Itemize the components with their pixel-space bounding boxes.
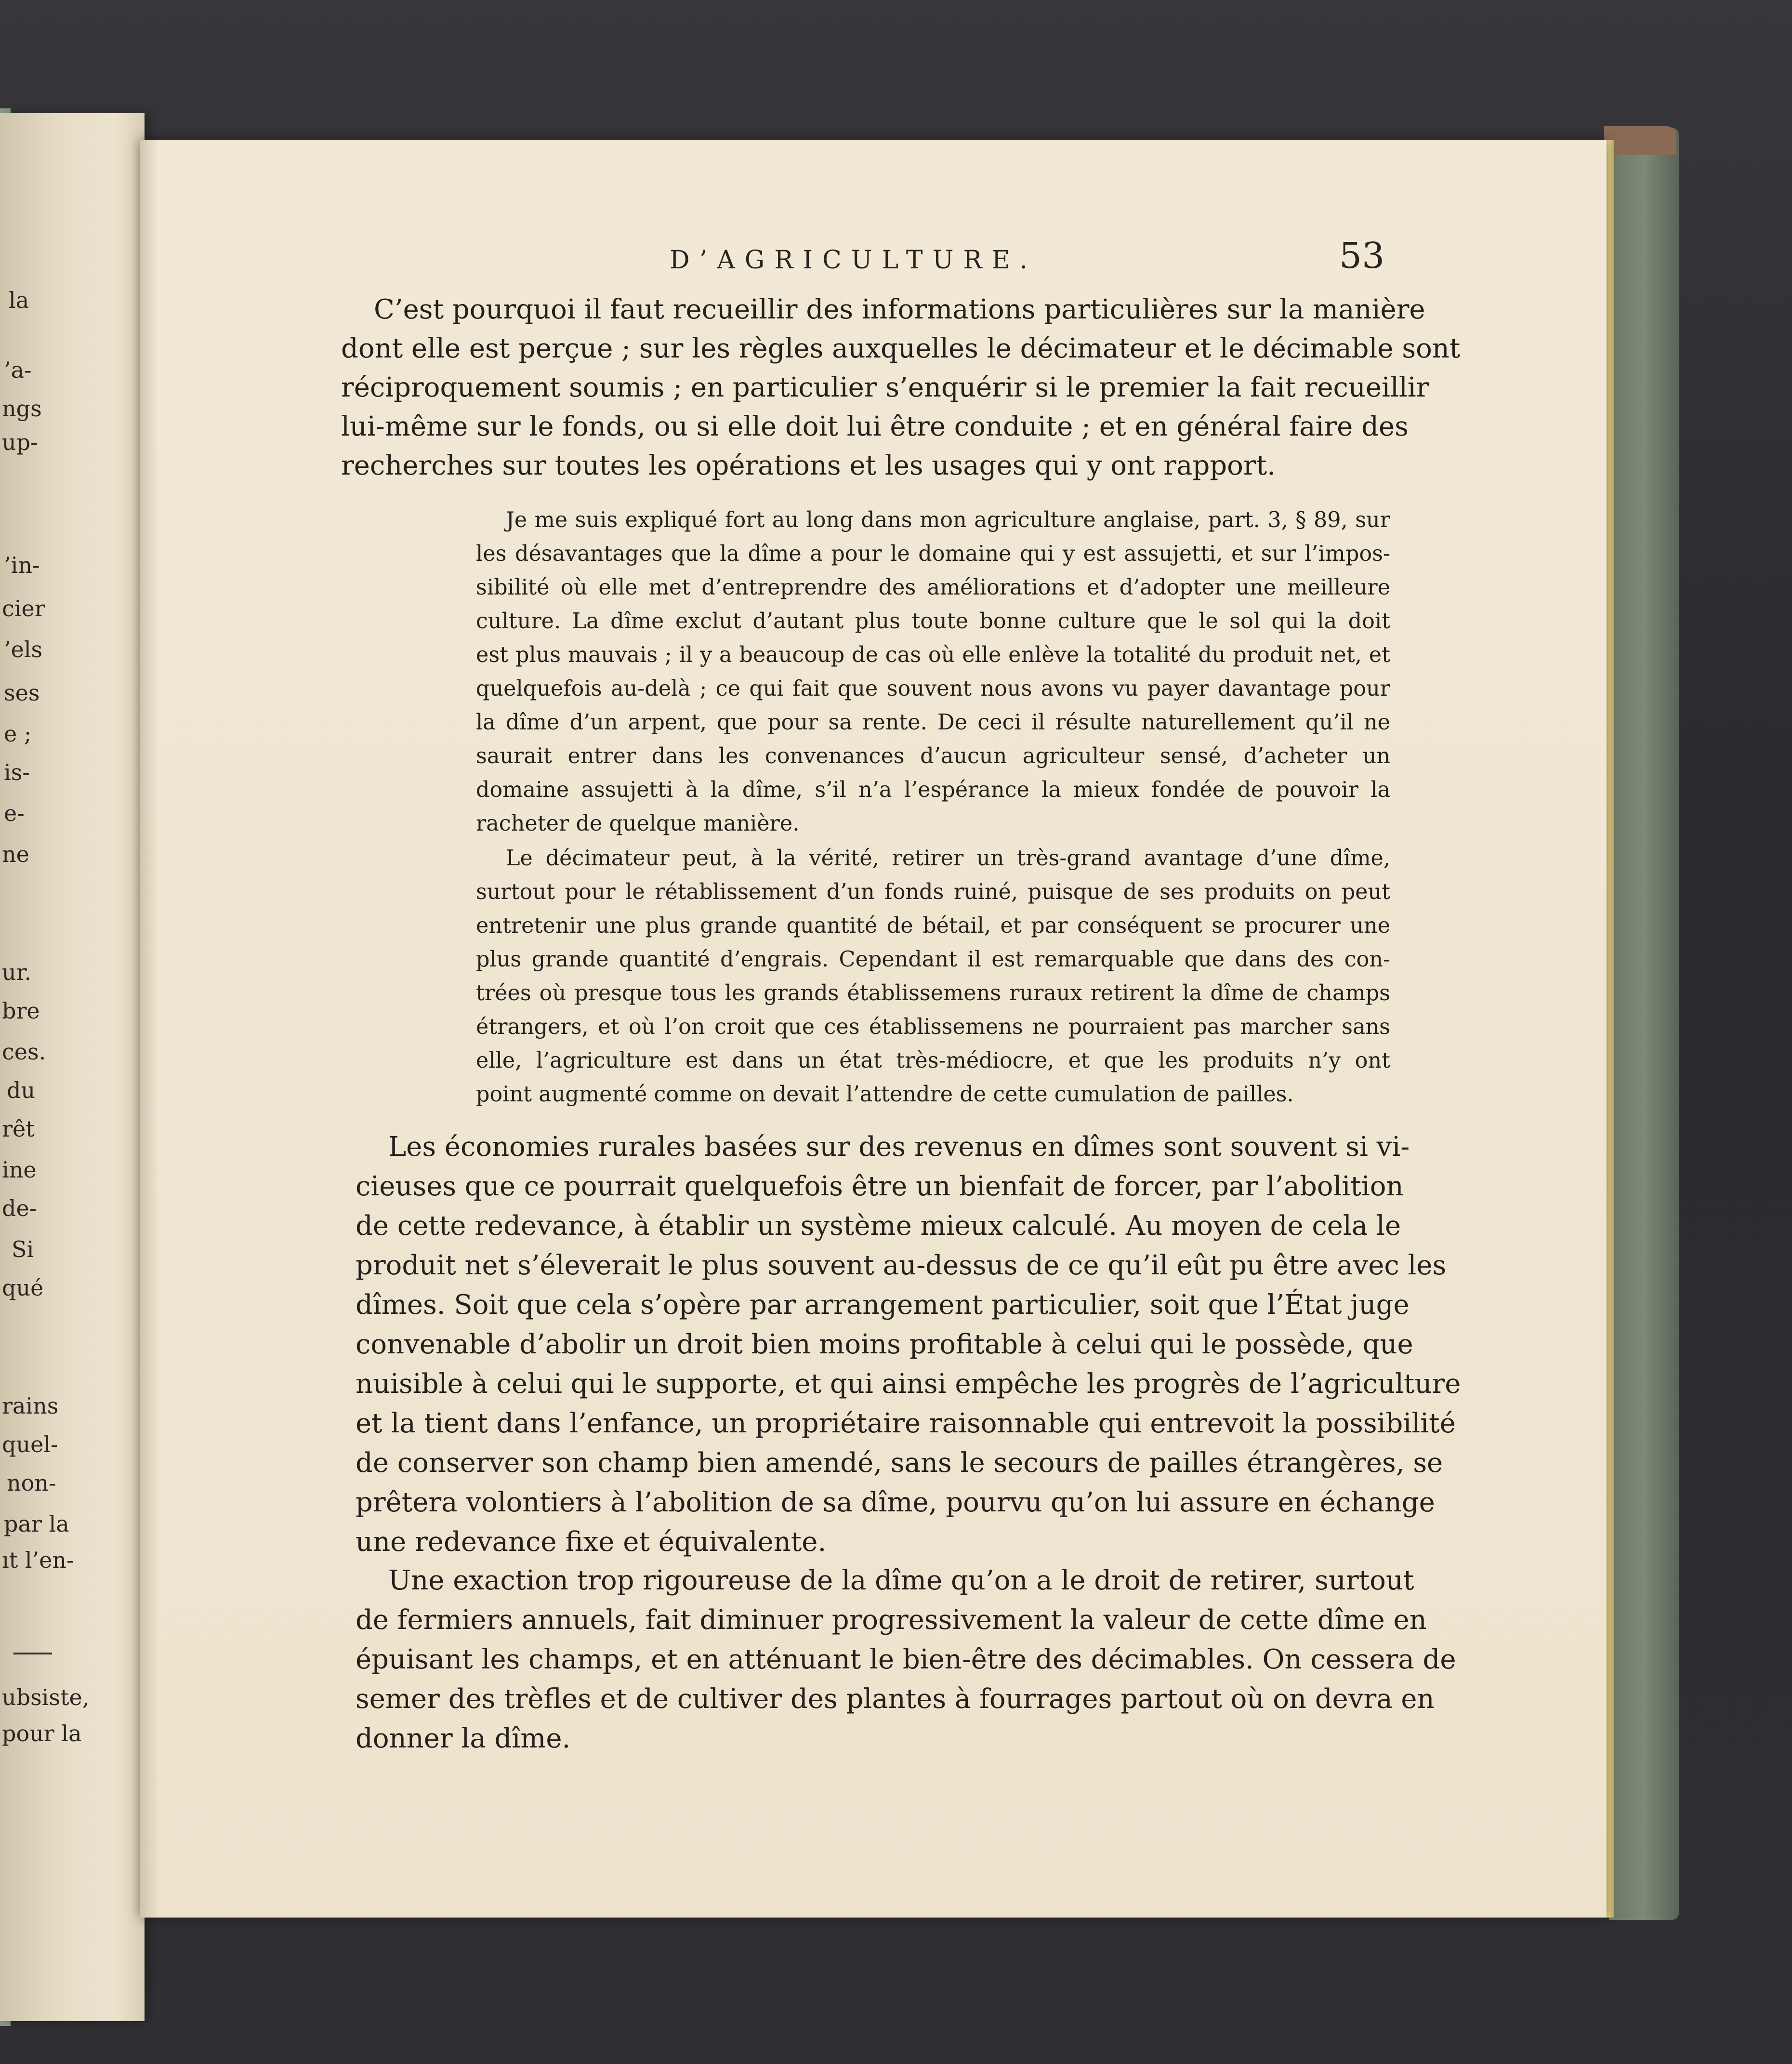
text-line: donner la dîme. [356, 1723, 571, 1754]
text-line: entretenir une plus grande quantité de bétail, et par conséquent se procurer une [476, 913, 1390, 938]
text-line: trées où presque tous les grands établissemens ruraux retirent la dîme de champs [476, 981, 1390, 1006]
book-cover [1609, 128, 1679, 1920]
left-page-text-fragment: ine [2, 1157, 37, 1183]
text-line: la dîme d’un arpent, que pour sa rente. De ceci il résulte naturellement qu’il ne [476, 710, 1390, 735]
text-line: Le décimateur peut, à la vérité, retirer un très-grand avantage d’une dîme, [506, 846, 1390, 871]
text-line: nuisible à celui qui le supporte, et qui ainsi empêche les progrès de l’agriculture [356, 1368, 1461, 1400]
text-line: point augmenté comme on devait l’attendre de cette cumulation de pailles. [476, 1082, 1294, 1107]
text-line: les désavantages que la dîme a pour le domaine qui y est assujetti, et sur l’impos- [476, 542, 1390, 566]
text-line: de fermiers annuels, fait diminuer progressivement la valeur de cette dîme en [356, 1604, 1427, 1636]
text-line: culture. La dîme exclut d’autant plus toute bonne culture que le sol qui la doit [476, 609, 1390, 634]
text-line: Les économies rurales basées sur des revenus en dîmes sont souvent si vi- [388, 1131, 1410, 1163]
page-gutter-shadow [140, 140, 159, 1918]
text-line: saurait entrer dans les convenances d’aucun agriculteur sensé, d’acheter un [476, 744, 1390, 768]
text-line: lui-même sur le fonds, ou si elle doit lui être conduite ; et en général faire des [341, 411, 1409, 442]
left-page-text-fragment: de- [2, 1195, 37, 1221]
left-page-text-fragment: ses [4, 680, 40, 706]
text-line: domaine assujetti à la dîme, s’il n’a l’espérance la mieux fondée de pouvoir la [476, 778, 1390, 802]
text-line: racheter de quelque manière. [476, 811, 800, 836]
left-page-text-fragment: Si [12, 1236, 34, 1262]
text-line: prêtera volontiers à l’abolition de sa dîme, pourvu qu’on lui assure en échange [356, 1487, 1435, 1518]
text-line: recherches sur toutes les opérations et les usages qui y ont rapport. [341, 450, 1276, 481]
text-line: est plus mauvais ; il y a beaucoup de cas où elle enlève la totalité du produit net, et [476, 643, 1390, 667]
text-line: de conserver son champ bien amendé, sans le secours de pailles étrangères, se [356, 1447, 1443, 1479]
footnote-1 [476, 503, 1390, 841]
text-line: et la tient dans l’enfance, un propriétaire raisonnable qui entrevoit la possibilité [356, 1408, 1456, 1439]
footnote-2 [476, 842, 1390, 1111]
left-page-text-fragment: ne [2, 841, 29, 867]
paragraph-2 [356, 1127, 1461, 1562]
left-page-text-fragment: is- [4, 759, 30, 785]
left-page-text-fragment: du [7, 1077, 36, 1103]
left-page-text-fragment: ngs [2, 396, 42, 422]
text-line: elle, l’agriculture est dans un état très-médiocre, et que les produits n’y ont [476, 1048, 1390, 1073]
text-line: convenable d’abolir un droit bien moins profitable à celui qui le possède, que [356, 1329, 1413, 1360]
text-line: surtout pour le rétablissement d’un fonds ruiné, puisque de ses produits on peut [476, 880, 1390, 904]
text-line: plus grande quantité d’engrais. Cependant il est remarquable que dans des con- [476, 947, 1390, 972]
left-page-text-fragment: ıt l’en- [2, 1547, 74, 1573]
left-page-text-fragment: rains [2, 1393, 59, 1419]
left-page-text-fragment: la [9, 287, 29, 313]
left-page-text-fragment: ’a- [4, 357, 32, 383]
text-line: Une exaction trop rigoureuse de la dîme qu’on a le droit de retirer, surtout [388, 1565, 1414, 1596]
text-line: de cette redevance, à établir un système mieux calculé. Au moyen de cela le [356, 1210, 1401, 1242]
left-page-text-fragment: cier [2, 595, 45, 622]
left-page-text-fragment: pour la [2, 1720, 82, 1746]
paragraph-1 [341, 290, 1461, 485]
text-line: quelquefois au-delà ; ce qui fait que souvent nous avons vu payer davantage pour [476, 676, 1390, 701]
left-page-text-fragment: ubsiste, [2, 1684, 90, 1710]
left-page-text-fragment: qué [2, 1275, 44, 1301]
left-page-text-fragment: non- [7, 1470, 56, 1496]
text-line: semer des trèfles et de cultiver des plantes à fourrages partout où on devra en [356, 1683, 1435, 1715]
left-page-text-fragment: ’els [4, 636, 43, 662]
text-line: une redevance fixe et équivalente. [356, 1526, 827, 1558]
left-page-text-fragment: par la [4, 1511, 69, 1537]
text-line: étrangers, et où l’on croit que ces établissemens ne pourraient pas marcher sans [476, 1015, 1390, 1039]
text-line: cieuses que ce pourrait quelquefois être un bienfait de forcer, par l’abolition [356, 1171, 1404, 1202]
page-number: 53 [1339, 235, 1385, 277]
left-page-text-fragment: up- [2, 429, 38, 455]
left-page-text-fragment: bre [2, 998, 40, 1024]
left-page-text-fragment: e- [4, 800, 25, 826]
text-line: Je me suis expliqué fort au long dans mon agriculture anglaise, part. 3, § 89, sur [506, 508, 1390, 532]
book-cover-corner [1604, 126, 1676, 155]
text-line: C’est pourquoi il faut recueillir des informations particulières sur la manière [374, 294, 1425, 325]
text-line: dont elle est perçue ; sur les règles auxquelles le décimateur et le décimable sont [341, 333, 1461, 364]
text-line: sibilité où elle met d’entreprendre des améliorations et d’adopter une meilleure [476, 575, 1390, 600]
left-page-text-fragment: e ; [4, 721, 32, 747]
left-page-text-fragment: ur. [2, 959, 32, 985]
text-line: dîmes. Soit que cela s’opère par arrangement particulier, soit que l’État juge [356, 1289, 1410, 1321]
text-line: produit net s’éleverait le plus souvent au-dessus de ce qu’il eût pu être avec les [356, 1250, 1447, 1281]
text-line: réciproquement soumis ; en particulier s’enquérir si le premier la fait recueillir [341, 372, 1429, 403]
paragraph-3 [356, 1561, 1456, 1759]
left-page-text-fragment: ’in- [4, 552, 40, 578]
left-page-text-fragment: ces. [2, 1039, 46, 1065]
left-page-text-fragment: quel- [2, 1431, 58, 1457]
left-page-rule [13, 1653, 52, 1654]
running-head: D’AGRICULTURE. [670, 246, 1038, 275]
text-line: épuisant les champs, et en atténuant le bien-être des décimables. On cessera de [356, 1644, 1456, 1675]
left-page-text-fragment: rêt [2, 1116, 35, 1142]
